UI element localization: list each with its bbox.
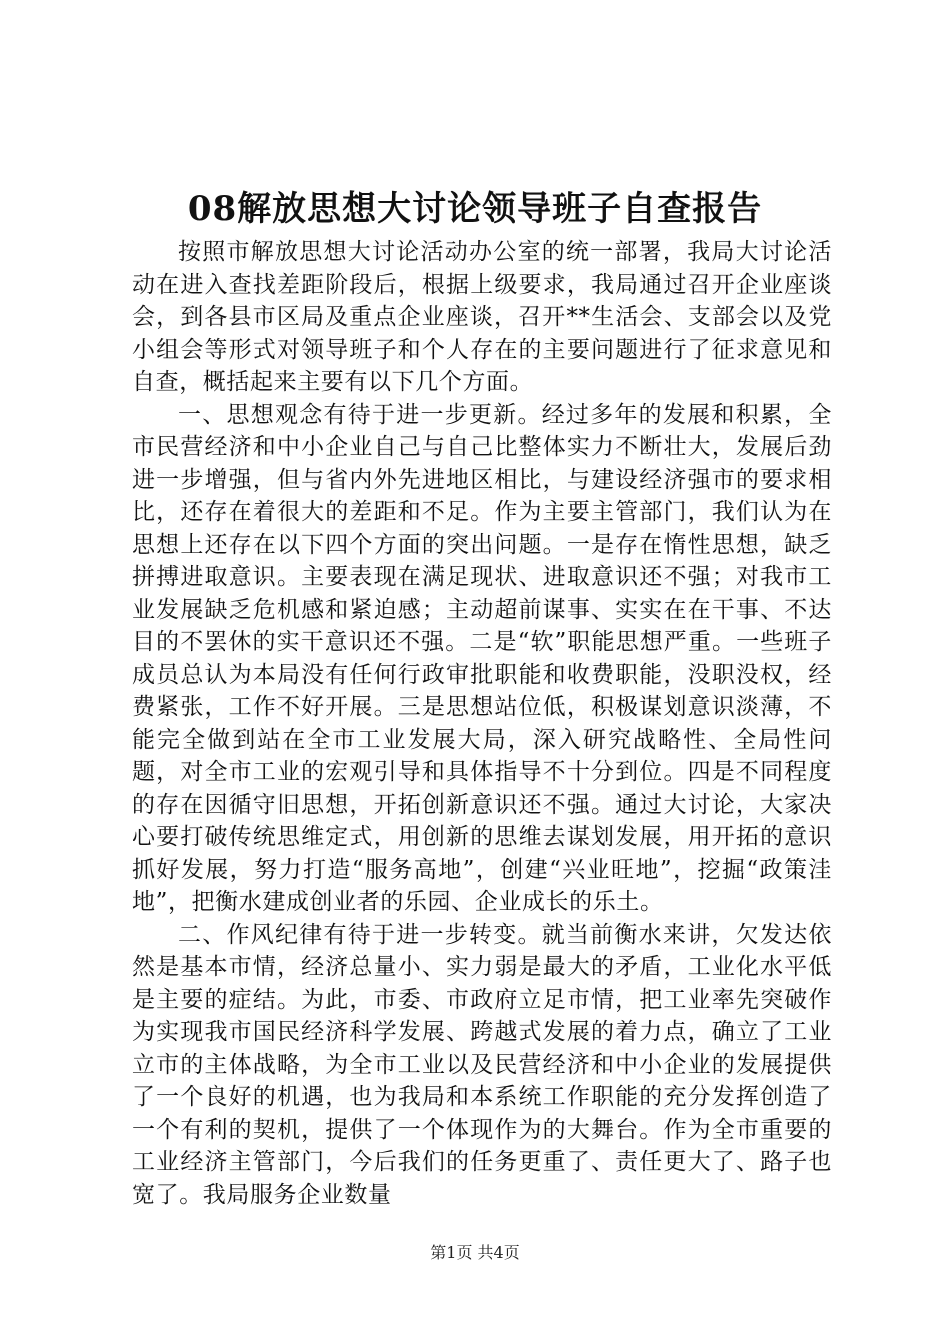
page-footer: 第1页 共4页 xyxy=(430,1243,520,1262)
document-body xyxy=(132,236,832,1211)
document-title: 08解放思想大讨论领导班子自查报告 xyxy=(187,189,763,229)
paragraph-intro: 按照市解放思想大讨论活动办公室的统一部署，我局大讨论活动在进入查找差距阶段后，根据上级要求，我局通过召开企业座谈会，到各县市区局及重点企业座谈，召开**生活会、支部会以及党小组会等形式对领导班子和个人存在的主要问题进行了征求意见和自查，概括起来主要有以下几个方面。 xyxy=(132,239,832,395)
paragraph-section-one: 一、思想观念有待于进一步更新。经过多年的发展和积累，全市民营经济和中小企业自己与自己比整体实力不断壮大，发展后劲进一步增强，但与省内外先进地区相比，与建设经济强市的要求相比，还存在着很大的差距和不足。作为主要主管部门，我们认为在思想上还存在以下四个方面的突出问题。一是存在惰性思想，缺乏拼搏进取意识。主要表现在满足现状、进取意识还不强；对我市工业发展缺乏危机感和紧迫感；主动超前谋事、实实在在干事、不达目的不罢休的实干意识还不强。二是“软”职能思想严重。一些班子成员总认为本局没有任何行政审批职能和收费职能，没职没权，经费紧张，工作不好开展。三是思想站位低，积极谋划意识淡薄，不能完全做到站在全市工业发展大局，深入研究战略性、全局性问题，对全市工业的宏观引导和具体指导不十分到位。四是不同程度的存在因循守旧思想，开拓创新意识还不强。通过大讨论，大家决心要打破传统思维定式，用创新的思维去谋划发展，用开拓的意识抓好发展，努力打造“服务高地”，创建“兴业旺地”，挖掘“政策洼地”，把衡水建成创业者的乐园、企业成长的乐土。 xyxy=(132,401,832,915)
paragraph-section-two: 二、作风纪律有待于进一步转变。就当前衡水来讲，欠发达依然是基本市情，经济总量小、实力弱是最大的矛盾，工业化水平低是主要的症结。为此，市委、市政府立足市情，把工业率先突破作为实现我市国民经济科学发展、跨越式发展的着力点，确立了工业立市的主体战略，为全市工业以及民营经济和中小企业的发展提供了一个良好的机遇，也为我局和本系统工作职能的充分发挥创造了一个有利的契机，提供了一个体现作为的大舞台。作为全市重要的工业经济主管部门，今后我们的任务更重了、责任更大了、路子也宽了。我局服务企业数量 xyxy=(132,921,832,1208)
